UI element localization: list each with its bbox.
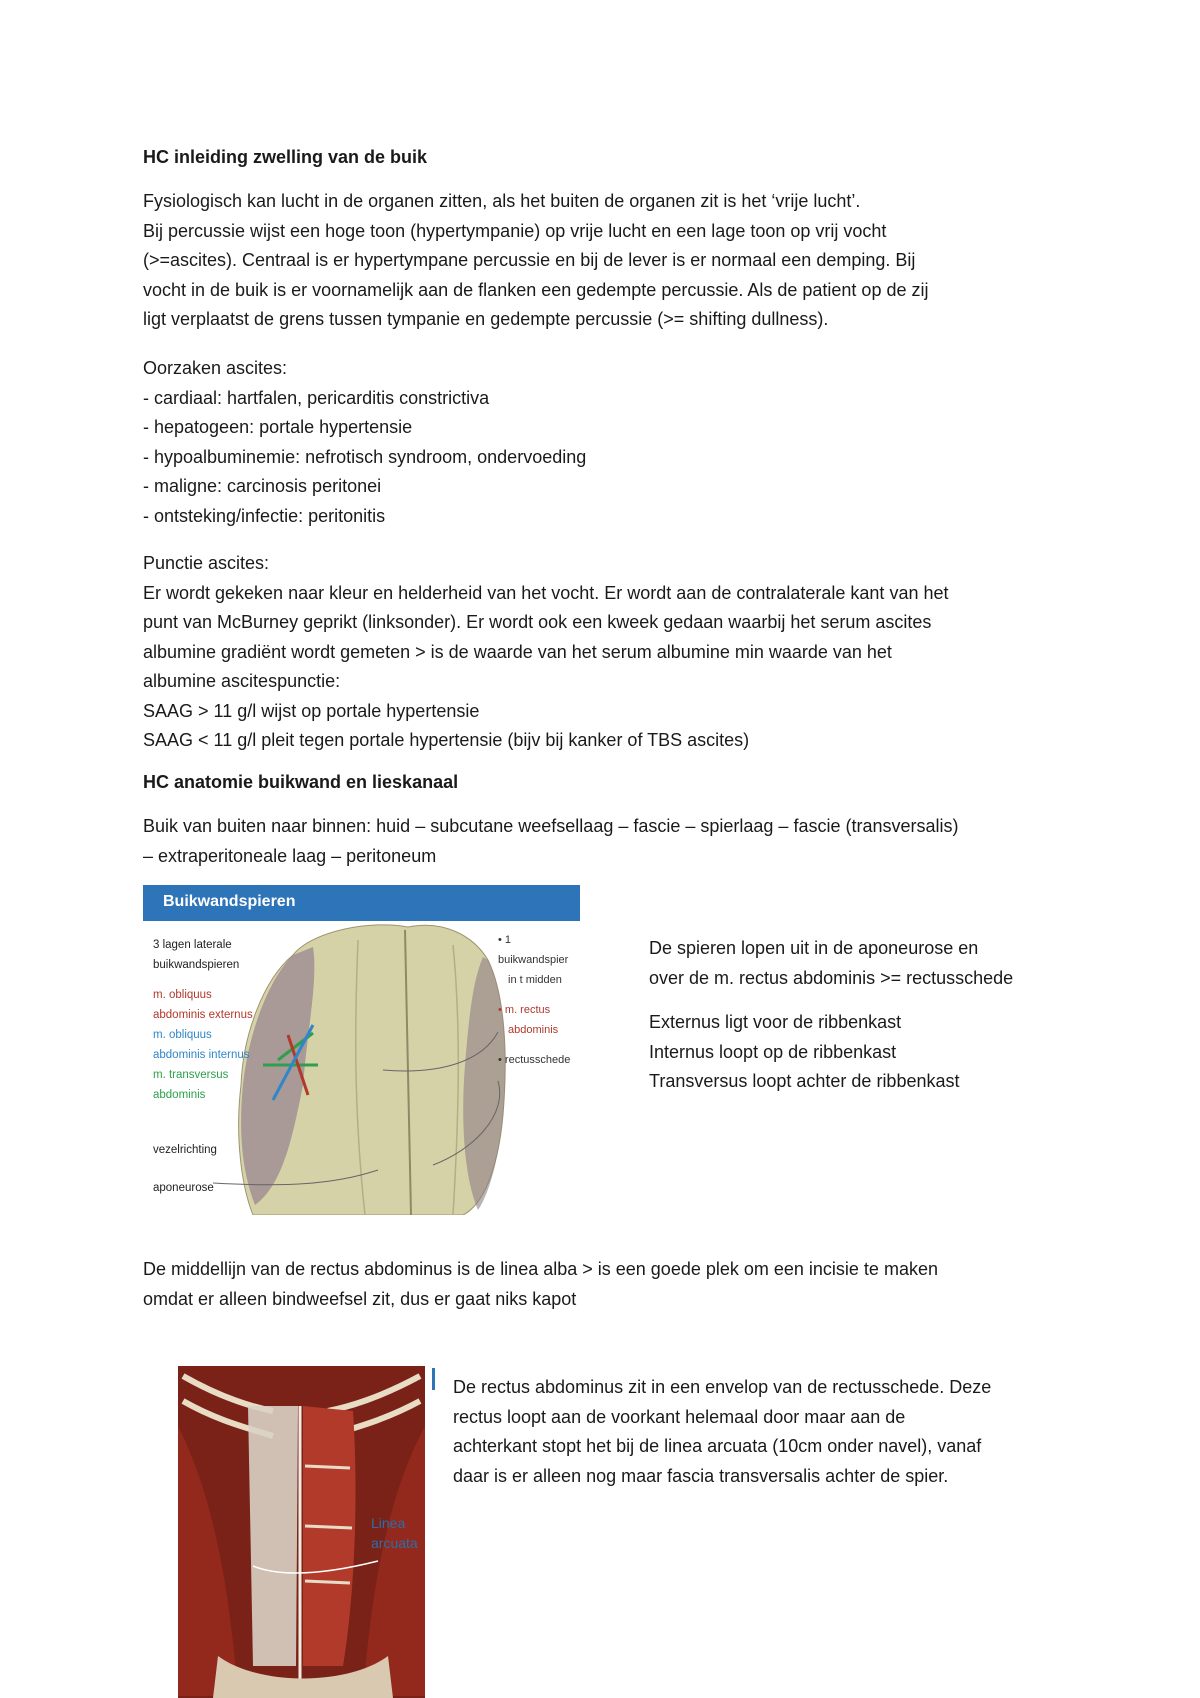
list-item: - hepatogeen: portale hypertensie — [143, 417, 413, 437]
section-heading-inleiding: HC inleiding zwelling van de buik — [143, 147, 428, 167]
text-line: SAAG < 11 g/l pleit tegen portale hypertensie (bijv bij kanker of TBS ascites) — [143, 730, 750, 750]
figure1-side-text — [649, 934, 1109, 1097]
figure-right-labels — [498, 930, 580, 1070]
puncture-section — [143, 549, 1073, 756]
causes-list — [143, 354, 1073, 531]
abdominal-wall-muscles-figure — [143, 885, 580, 1215]
list-item: - ontsteking/infectie: peritonitis — [143, 505, 386, 526]
list-item: - hypoalbuminemie: nefrotisch syndroom, ondervoeding — [143, 446, 587, 467]
label-line: arcuata — [371, 1535, 418, 1551]
list-item: - cardiaal: hartfalen, pericarditis constrictiva — [143, 387, 490, 408]
figure-header — [143, 885, 580, 921]
aponeurosis-label: aponeurose — [153, 1182, 214, 1194]
puncture-title: Punctie ascites: — [143, 553, 270, 573]
right-label: • rectusschede — [498, 1054, 571, 1066]
text-line: Externus ligt voor de ribbenkast — [649, 1012, 902, 1032]
legend-line: abdominis internus — [153, 1049, 250, 1061]
legend-line: buikwandspieren — [153, 959, 240, 971]
text-line: Buik van buiten naar binnen: huid – subcutane weefsellaag – fascie – spierlaag – fascie (transversalis) — [143, 816, 959, 836]
figure2-side-text — [453, 1373, 1093, 1491]
legend-line: m. obliquus — [153, 989, 212, 1001]
legend-line: m. obliquus — [153, 1029, 212, 1041]
text-line: De spieren lopen uit in de aponeurose en — [649, 938, 979, 958]
legend-line: abdominis externus — [153, 1009, 253, 1021]
text-line: Transversus loopt achter de ribbenkast — [649, 1071, 960, 1091]
figure-legend — [153, 935, 288, 1105]
right-label: in t midden — [508, 974, 562, 986]
figure-marker — [432, 1368, 435, 1390]
legend-line: m. transversus — [153, 1069, 229, 1081]
text-line: albumine gradiënt wordt gemeten > is de waarde van het serum albumine min waarde van het — [143, 641, 892, 662]
paragraph-lucht-percussie — [143, 187, 1073, 335]
right-label: • 1 buikwandspier — [498, 934, 569, 966]
text-line: achterkant stopt het bij de linea arcuata (10cm onder navel), vanaf — [453, 1436, 982, 1456]
label-line: Linea — [371, 1515, 406, 1531]
text-line: daar is er alleen nog maar fascia transversalis achter de spier. — [453, 1465, 949, 1486]
linea-arcuata-label — [371, 1513, 431, 1553]
text-line: punt van McBurney geprikt (linksonder). Er wordt ook een kweek gedaan waarbij het serum ascites — [143, 612, 932, 632]
list-item: - maligne: carcinosis peritonei — [143, 476, 382, 496]
legend-line: abdominis — [153, 1089, 206, 1101]
text-line: over de m. rectus abdominis >= rectusschede — [649, 967, 1014, 988]
paragraph-layers — [143, 812, 1073, 871]
text-line: albumine ascitespunctie: — [143, 671, 341, 691]
text-line: Fysiologisch kan lucht in de organen zitten, als het buiten de organen zit is het ‘vrije lucht’. — [143, 191, 861, 211]
causes-title: Oorzaken ascites: — [143, 358, 288, 378]
text-line: Internus loopt op de ribbenkast — [649, 1041, 897, 1062]
text-line: vocht in de buik is er voornamelijk aan de flanken een gedempte percussie. Als de patient op de zij — [143, 279, 929, 300]
figure-title: Buikwandspieren — [163, 893, 296, 910]
text-line: Bij percussie wijst een hoge toon (hypertympanie) op vrije lucht en een lage toon op vrij vocht — [143, 220, 887, 241]
right-label: abdominis — [508, 1024, 559, 1036]
text-line: omdat er alleen bindweefsel zit, dus er gaat niks kapot — [143, 1288, 577, 1309]
paragraph-linea-alba — [143, 1255, 1073, 1314]
legend-line: 3 lagen laterale — [153, 939, 232, 951]
right-label: • m. rectus — [498, 1004, 551, 1016]
fiber-direction-label: vezelrichting — [153, 1144, 217, 1156]
section-heading-anatomie: HC anatomie buikwand en lieskanaal — [143, 772, 459, 792]
text-line: SAAG > 11 g/l wijst op portale hypertensie — [143, 700, 480, 721]
text-line: Er wordt gekeken naar kleur en helderheid van het vocht. Er wordt aan de contralaterale kant van het — [143, 582, 949, 603]
text-line: rectus loopt aan de voorkant helemaal door maar aan de — [453, 1406, 906, 1427]
text-line: – extraperitoneale laag – peritoneum — [143, 845, 437, 866]
text-line: ligt verplaatst de grens tussen tympanie en gedempte percussie (>= shifting dullness). — [143, 309, 829, 329]
text-line: De middellijn van de rectus abdominus is de linea alba > is een goede plek om een incisie te maken — [143, 1259, 938, 1279]
text-line: (>=ascites). Centraal is er hypertympane percussie en bij de lever is er normaal een demping. Bij — [143, 250, 916, 270]
text-line: De rectus abdominus zit in een envelop van de rectusschede. Deze — [453, 1377, 992, 1397]
